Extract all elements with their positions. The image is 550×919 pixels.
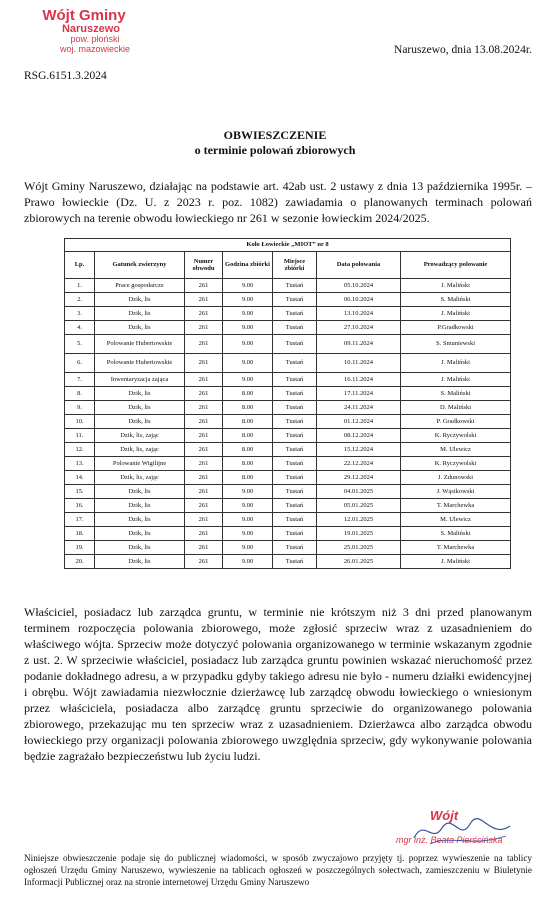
table-cell: Tustań	[273, 443, 317, 457]
table-cell: 9.00	[223, 527, 273, 541]
table-cell: K. Ryczywolski	[401, 429, 511, 443]
table-cell: Tustań	[273, 415, 317, 429]
table-cell: 261	[185, 527, 223, 541]
column-header: Prowadzący polowanie	[401, 252, 511, 279]
signature-role: Wójt	[430, 808, 459, 823]
table-cell: Tustań	[273, 373, 317, 387]
table-cell: Dzik, lis, zając	[95, 429, 185, 443]
table-cell: 22.12.2024	[317, 457, 401, 471]
table-cell: Dzik, lis, zając	[95, 443, 185, 457]
table-cell: 04.01.2025	[317, 485, 401, 499]
table-cell: 9.00	[223, 321, 273, 335]
table-row	[65, 513, 511, 527]
table-cell: 9.00	[223, 499, 273, 513]
reference-number: RSG.6151.3.2024	[24, 70, 107, 82]
table-cell: 261	[185, 555, 223, 569]
table-cell: J. Zdunowski	[401, 471, 511, 485]
table-cell: 10.11.2024	[317, 354, 401, 373]
table-cell: Tustań	[273, 335, 317, 354]
table-cell: 261	[185, 401, 223, 415]
table-cell: 261	[185, 499, 223, 513]
table-cell: 05.01.2025	[317, 499, 401, 513]
table-cell: 12.01.2025	[317, 513, 401, 527]
column-header: Miejsce zbiórki	[273, 252, 317, 279]
table-cell: 19.01.2025	[317, 527, 401, 541]
table-cell: M. Ulewicz	[401, 513, 511, 527]
table-cell: 9.00	[223, 335, 273, 354]
table-cell: J. Wąsikowski	[401, 485, 511, 499]
column-header: Godzina zbiórki	[223, 252, 273, 279]
table-cell: 9.00	[223, 293, 273, 307]
stamp-line-3: pow. płoński	[70, 34, 120, 45]
table-cell: 261	[185, 293, 223, 307]
table-cell: Tustań	[273, 513, 317, 527]
table-cell: Dzik, lis	[95, 555, 185, 569]
table-cell: 261	[185, 443, 223, 457]
table-cell: 19.	[65, 541, 95, 555]
table-cell: Polowanie Hubertowskie	[95, 335, 185, 354]
table-cell: Inwentaryzacja zająca	[95, 373, 185, 387]
table-cell: 261	[185, 485, 223, 499]
table-cell: J. Maliński	[401, 279, 511, 293]
signature-name: mgr inż. Beata Pierścińska	[396, 835, 503, 845]
column-header: Numer obwodu	[185, 252, 223, 279]
table-cell: 1.	[65, 279, 95, 293]
title-subtitle: o terminie polowań zbiorowych	[194, 143, 356, 157]
table-cell: Tustań	[273, 387, 317, 401]
table-cell: 9.00	[223, 307, 273, 321]
stamp-line-2: Naruszewo	[61, 22, 121, 35]
table-cell: Polowanie Hubertowskie	[95, 354, 185, 373]
table-cell: 6.	[65, 354, 95, 373]
table-cell: 08.12.2024	[317, 429, 401, 443]
table-row	[65, 443, 511, 457]
table-cell: 12.	[65, 443, 95, 457]
table-cell: 261	[185, 279, 223, 293]
table-row	[65, 555, 511, 569]
table-cell: 7.	[65, 373, 95, 387]
table-cell: 9.	[65, 401, 95, 415]
table-cell: Tustań	[273, 485, 317, 499]
table-cell: 4.	[65, 321, 95, 335]
table-cell: 29.12.2024	[317, 471, 401, 485]
table-cell: P. Gradkowski	[401, 415, 511, 429]
table-cell: 261	[185, 415, 223, 429]
table-cell: 9.00	[223, 485, 273, 499]
table-cell: Dzik, lis, zając	[95, 471, 185, 485]
table-row	[65, 429, 511, 443]
table-cell: 09.11.2024	[317, 335, 401, 354]
stamp-line-4: woj. mazowieckie	[59, 43, 131, 54]
table-cell: 14.	[65, 471, 95, 485]
table-cell: 8.00	[223, 415, 273, 429]
table-cell: 15.12.2024	[317, 443, 401, 457]
table-cell: S. Smuniewski	[401, 335, 511, 354]
table-cell: Tustań	[273, 527, 317, 541]
table-row	[65, 279, 511, 293]
table-row	[65, 387, 511, 401]
column-header: Lp.	[65, 252, 95, 279]
table-cell: 05.10.2024	[317, 279, 401, 293]
table-cell: Dzik, lis	[95, 321, 185, 335]
table-cell: Dzik, lis	[95, 527, 185, 541]
table-cell: Dzik, lis	[95, 513, 185, 527]
table-cell: 16.	[65, 499, 95, 513]
place-and-date: Naruszewo, dnia 13.08.2024r.	[394, 44, 532, 56]
table-cell: Tustań	[273, 354, 317, 373]
table-cell: Tustań	[273, 499, 317, 513]
table-cell: 25.01.2025	[317, 541, 401, 555]
table-cell: 261	[185, 335, 223, 354]
table-cell: S. Maliński	[401, 293, 511, 307]
table-cell: 2.	[65, 293, 95, 307]
table-cell: T. Marchewka	[401, 499, 511, 513]
table-row	[65, 415, 511, 429]
table-cell: 24.11.2024	[317, 401, 401, 415]
table-cell: J. Maliński	[401, 354, 511, 373]
table-cell: P.Gradkowski	[401, 321, 511, 335]
table-cell: 18.	[65, 527, 95, 541]
table-row	[65, 401, 511, 415]
table-cell: 8.00	[223, 457, 273, 471]
table-cell: 8.00	[223, 471, 273, 485]
table-cell: 27.10.2024	[317, 321, 401, 335]
table-cell: 9.00	[223, 354, 273, 373]
table-cell: M. Ulewicz	[401, 443, 511, 457]
table-cell: 9.00	[223, 513, 273, 527]
table-cell: Tustań	[273, 457, 317, 471]
footer-notice: Niniejsze obwieszczenie podaje się do publicznej wiadomości, w sposób zwyczajowo przyjęty tj. poprzez wywieszenie na tablicy ogłoszeń Urzędu Gminy Naruszewo, wywieszenie na tablicach ogłoszeń w poszczególnych sołectwach, zamieszczeniu w Biuletynie Informacji Publicznej oraz na stronie internetowej Urzędu Gminy Naruszewo	[24, 853, 532, 887]
table-cell: 10.	[65, 415, 95, 429]
table-cell: 5.	[65, 335, 95, 354]
table-cell: 261	[185, 541, 223, 555]
table-cell: 17.11.2024	[317, 387, 401, 401]
table-cell: Dzik, lis	[95, 485, 185, 499]
table-cell: Polowanie Wigilijne	[95, 457, 185, 471]
stamp-line-1: Wójt Gminy	[42, 7, 126, 24]
table-cell: T. Marchewka	[401, 541, 511, 555]
table-row	[65, 485, 511, 499]
table-cell: Dzik, lis	[95, 307, 185, 321]
table-cell: 8.00	[223, 429, 273, 443]
table-cell: 9.00	[223, 555, 273, 569]
table-row	[65, 499, 511, 513]
table-row	[65, 321, 511, 335]
table-cell: 8.00	[223, 401, 273, 415]
table-cell: 261	[185, 429, 223, 443]
table-cell: 01.12.2024	[317, 415, 401, 429]
table-row	[65, 471, 511, 485]
table-cell: K. Ryczywolski	[401, 457, 511, 471]
club-name: Koło Łowieckie „MIOT” nr 8	[65, 239, 511, 252]
table-row	[65, 335, 511, 354]
table-cell: J. Maliński	[401, 555, 511, 569]
column-header: Data polowania	[317, 252, 401, 279]
table-cell: Tustań	[273, 279, 317, 293]
table-cell: Dzik, lis	[95, 401, 185, 415]
document-title	[0, 128, 550, 158]
table-cell: Tustań	[273, 429, 317, 443]
table-cell: Tustań	[273, 321, 317, 335]
objection-paragraph: Właściciel, posiadacz lub zarządca gruntu, w terminie nie krótszym niż 3 dni przed planowanym terminem rozpoczęcia polowania zbiorowego, może zgłosić sprzeciw wraz z uzasadnieniem do właściwego wójta. Sprzeciw może dotyczyć polowania organizowanego w terminie wskazanym zgodnie z ust. 2. W sprzeciwie właściciel, posiadacz lub zarządca gruntu powinien wskazać nieruchomość przez podanie dokładnego adresu, a w przypadku gdyby takiego adresu nie było - numeru działki ewidencyjnej i obrębu. Wójt zawiadamia niezwłocznie dzierżawcę lub zarządcę obwodu łowieckiego o wniesionym przez właściciela, posiadacza albo zarządcę gruntu sprzeciwie do organizowanego polowania zbiorowego, przekazując mu ten sprzeciw wraz z uzasadnieniem. Dzierżawca albo zarządca obwodu łowieckiego przy organizacji polowania zbiorowego uwzględnia sprzeciw, gdy wykonywanie polowania będzie zagrażało bezpieczeństwu lub życiu ludzi.	[24, 605, 532, 763]
table-row	[65, 527, 511, 541]
table-cell: Tustań	[273, 307, 317, 321]
intro-paragraph: Wójt Gminy Naruszewo, działając na podstawie art. 42ab ust. 2 ustawy z dnia 13 października 1995r. – Prawo łowieckie (Dz. U. z 2023 r. poz. 1082) zawiadamia o planowanych terminach polowań zbiorowych na terenie obwodu łowieckiego nr 261 w sezonie łowieckim 2024/2025.	[24, 179, 532, 225]
table-cell: Dzik, lis	[95, 541, 185, 555]
handwritten-signature	[410, 814, 520, 850]
table-cell: 261	[185, 513, 223, 527]
table-row	[65, 293, 511, 307]
table-cell: 261	[185, 387, 223, 401]
table-cell: Dzik, lis	[95, 387, 185, 401]
table-cell: 06.10.2024	[317, 293, 401, 307]
table-row	[65, 373, 511, 387]
table-cell: Tustań	[273, 471, 317, 485]
table-cell: 9.00	[223, 279, 273, 293]
table-cell: 20.	[65, 555, 95, 569]
table-row	[65, 541, 511, 555]
table-cell: Dzik, lis	[95, 499, 185, 513]
table-cell: 16.11.2024	[317, 373, 401, 387]
table-cell: 8.00	[223, 443, 273, 457]
table-cell: S. Maliński	[401, 387, 511, 401]
office-stamp	[24, 8, 144, 54]
table-cell: Tustań	[273, 293, 317, 307]
table-cell: Tustań	[273, 401, 317, 415]
table-cell: 9.00	[223, 373, 273, 387]
table-cell: Dzik, lis	[95, 415, 185, 429]
table-cell: Prace gospodarcze	[95, 279, 185, 293]
table-cell: 13.	[65, 457, 95, 471]
table-cell: J. Maliński	[401, 307, 511, 321]
signature-block	[396, 808, 540, 845]
table-cell: 261	[185, 373, 223, 387]
hunting-schedule-table	[64, 238, 510, 569]
table-cell: 26.01.2025	[317, 555, 401, 569]
table-cell: S. Maliński	[401, 527, 511, 541]
table-cell: 8.00	[223, 387, 273, 401]
table-row	[65, 354, 511, 373]
table-cell: 3.	[65, 307, 95, 321]
table-cell: 15.	[65, 485, 95, 499]
table-row	[65, 457, 511, 471]
table-cell: 261	[185, 457, 223, 471]
table-cell: 11.	[65, 429, 95, 443]
table-cell: J. Maliński	[401, 373, 511, 387]
table-cell: Tustań	[273, 555, 317, 569]
table-cell: 261	[185, 354, 223, 373]
column-header: Gatunek zwierzyny	[95, 252, 185, 279]
table-cell: 17.	[65, 513, 95, 527]
table-cell: 261	[185, 307, 223, 321]
table-cell: 261	[185, 321, 223, 335]
table-cell: 261	[185, 471, 223, 485]
table-row	[65, 307, 511, 321]
table-cell: 9.00	[223, 541, 273, 555]
table-cell: 13.10.2024	[317, 307, 401, 321]
table-cell: 8.	[65, 387, 95, 401]
table-cell: D. Maliński	[401, 401, 511, 415]
title-main: OBWIESZCZENIE	[223, 128, 327, 142]
table-cell: Tustań	[273, 541, 317, 555]
table-cell: Dzik, lis	[95, 293, 185, 307]
